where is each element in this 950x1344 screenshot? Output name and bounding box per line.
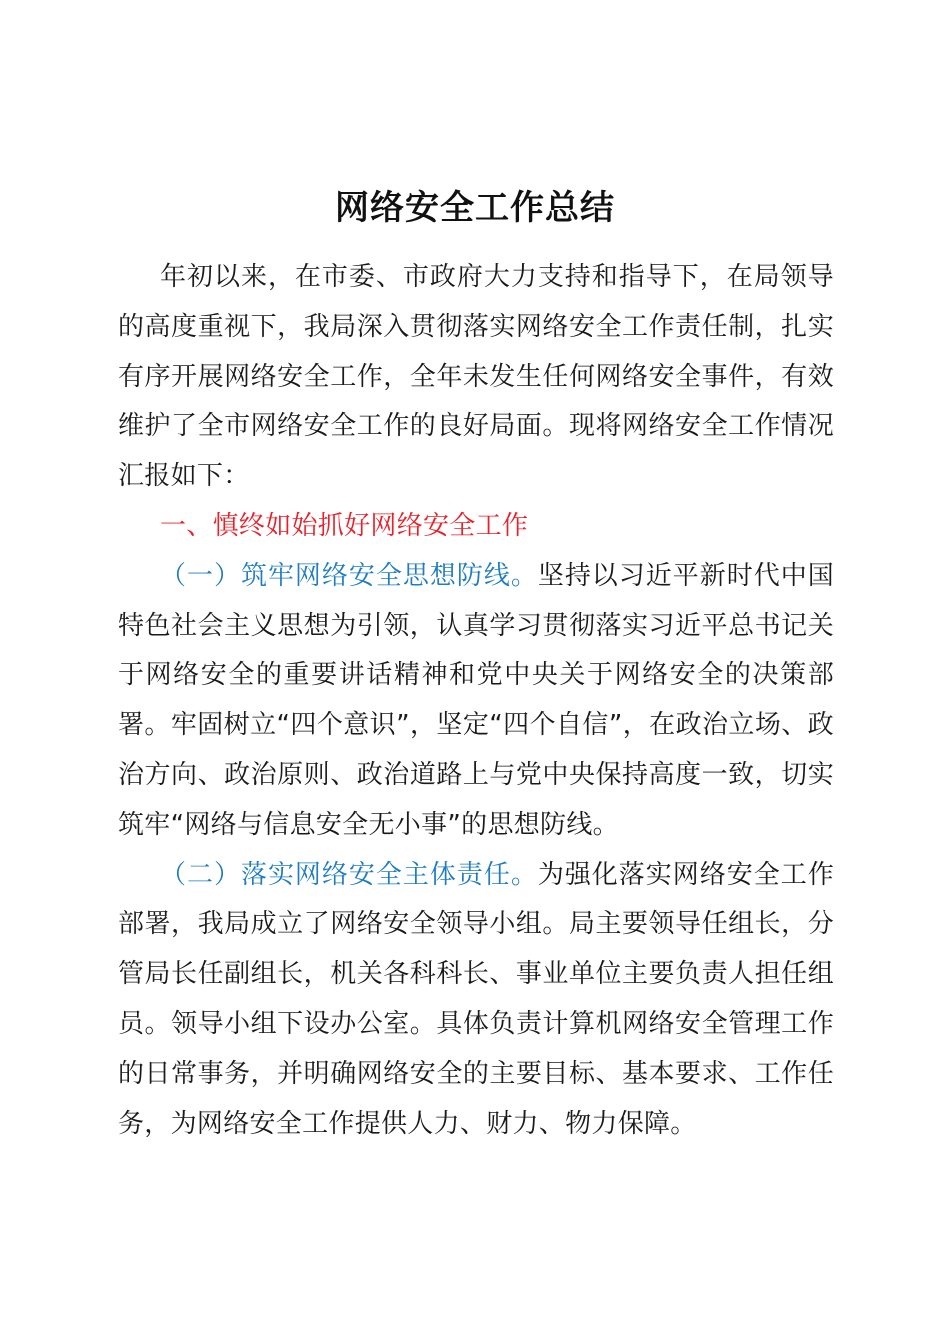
- item-1-paragraph: [118, 552, 834, 851]
- item-2-paragraph: [118, 851, 834, 1150]
- document-title: 网络安全工作总结: [335, 188, 615, 228]
- section-1-heading: 一、慎终如始抓好网络安全工作: [160, 510, 529, 541]
- intro-paragraph: 年初以来，在市委、市政府大力支持和指导下，在局领导的高度重视下，我局深入贯彻落实网络安全工作责任制，扎实有序开展网络安全工作，全年未发生任何网络安全事件，有效维护了全市网络安全工作的良好局面。现将网络安全工作情况汇报如下：: [118, 262, 834, 492]
- item-2-body: 为强化落实网络安全工作部署，我局成立了网络安全领导小组。局主要领导任组长，分管局长任副组长，机关各科科长、事业单位主要负责人担任组员。领导小组下设办公室。具体负责计算机网络安全管理工作的日常事务，并明确网络安全的主要目标、基本要求、工作任务，为网络安全工作提供人力、财力、物力保障。: [118, 859, 834, 1139]
- item-1-heading: （一）筑牢网络安全思想防线。: [160, 560, 538, 591]
- item-2-heading: （二）落实网络安全主体责任。: [160, 859, 538, 890]
- document-body: [118, 253, 834, 1149]
- item-1-body: 坚持以习近平新时代中国特色社会主义思想为引领，认真学习贯彻落实习近平总书记关于网络安全的重要讲话精神和党中央关于网络安全的决策部署。牢固树立“四个意识”，坚定“四个自信”，在政治立场、政治方向、政治原则、政治道路上与党中央保持高度一致，切实筑牢“网络与信息安全无小事”的思想防线。: [118, 560, 834, 840]
